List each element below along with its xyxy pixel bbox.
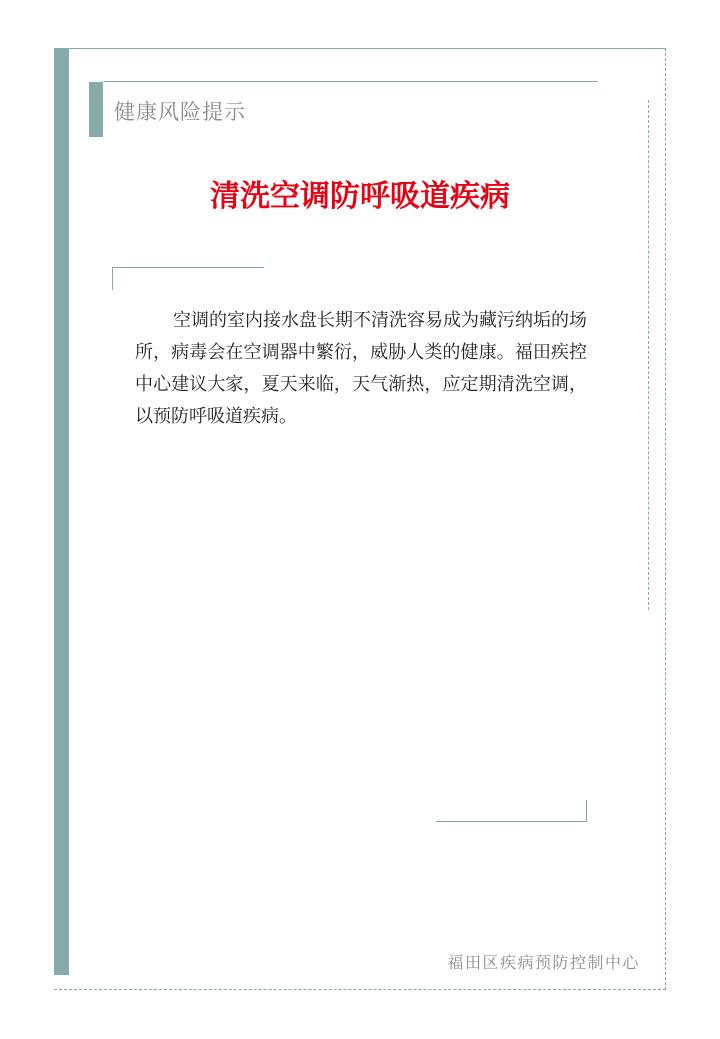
footer-organization: 福田区疾病预防控制中心 [447,953,640,972]
bottom-dashed-border [54,989,666,990]
section-header-title: 健康风险提示 [114,100,246,124]
corner-bracket-top-left [112,267,264,290]
top-border-rule [69,48,666,49]
header-rule [103,81,598,82]
header-accent-block [89,82,103,137]
article-title: 清洗空调防呼吸道疾病 [210,179,510,214]
corner-bracket-bottom-right [436,800,587,822]
article-body: 空调的室内接水盘长期不清洗容易成为藏污纳垢的场所，病毒会在空调器中繁衍，威胁人类的健康。福田疾控中心建议大家，夏天来临，天气渐热，应定期清洗空调，以预防呼吸道疾病。 [135,310,587,427]
